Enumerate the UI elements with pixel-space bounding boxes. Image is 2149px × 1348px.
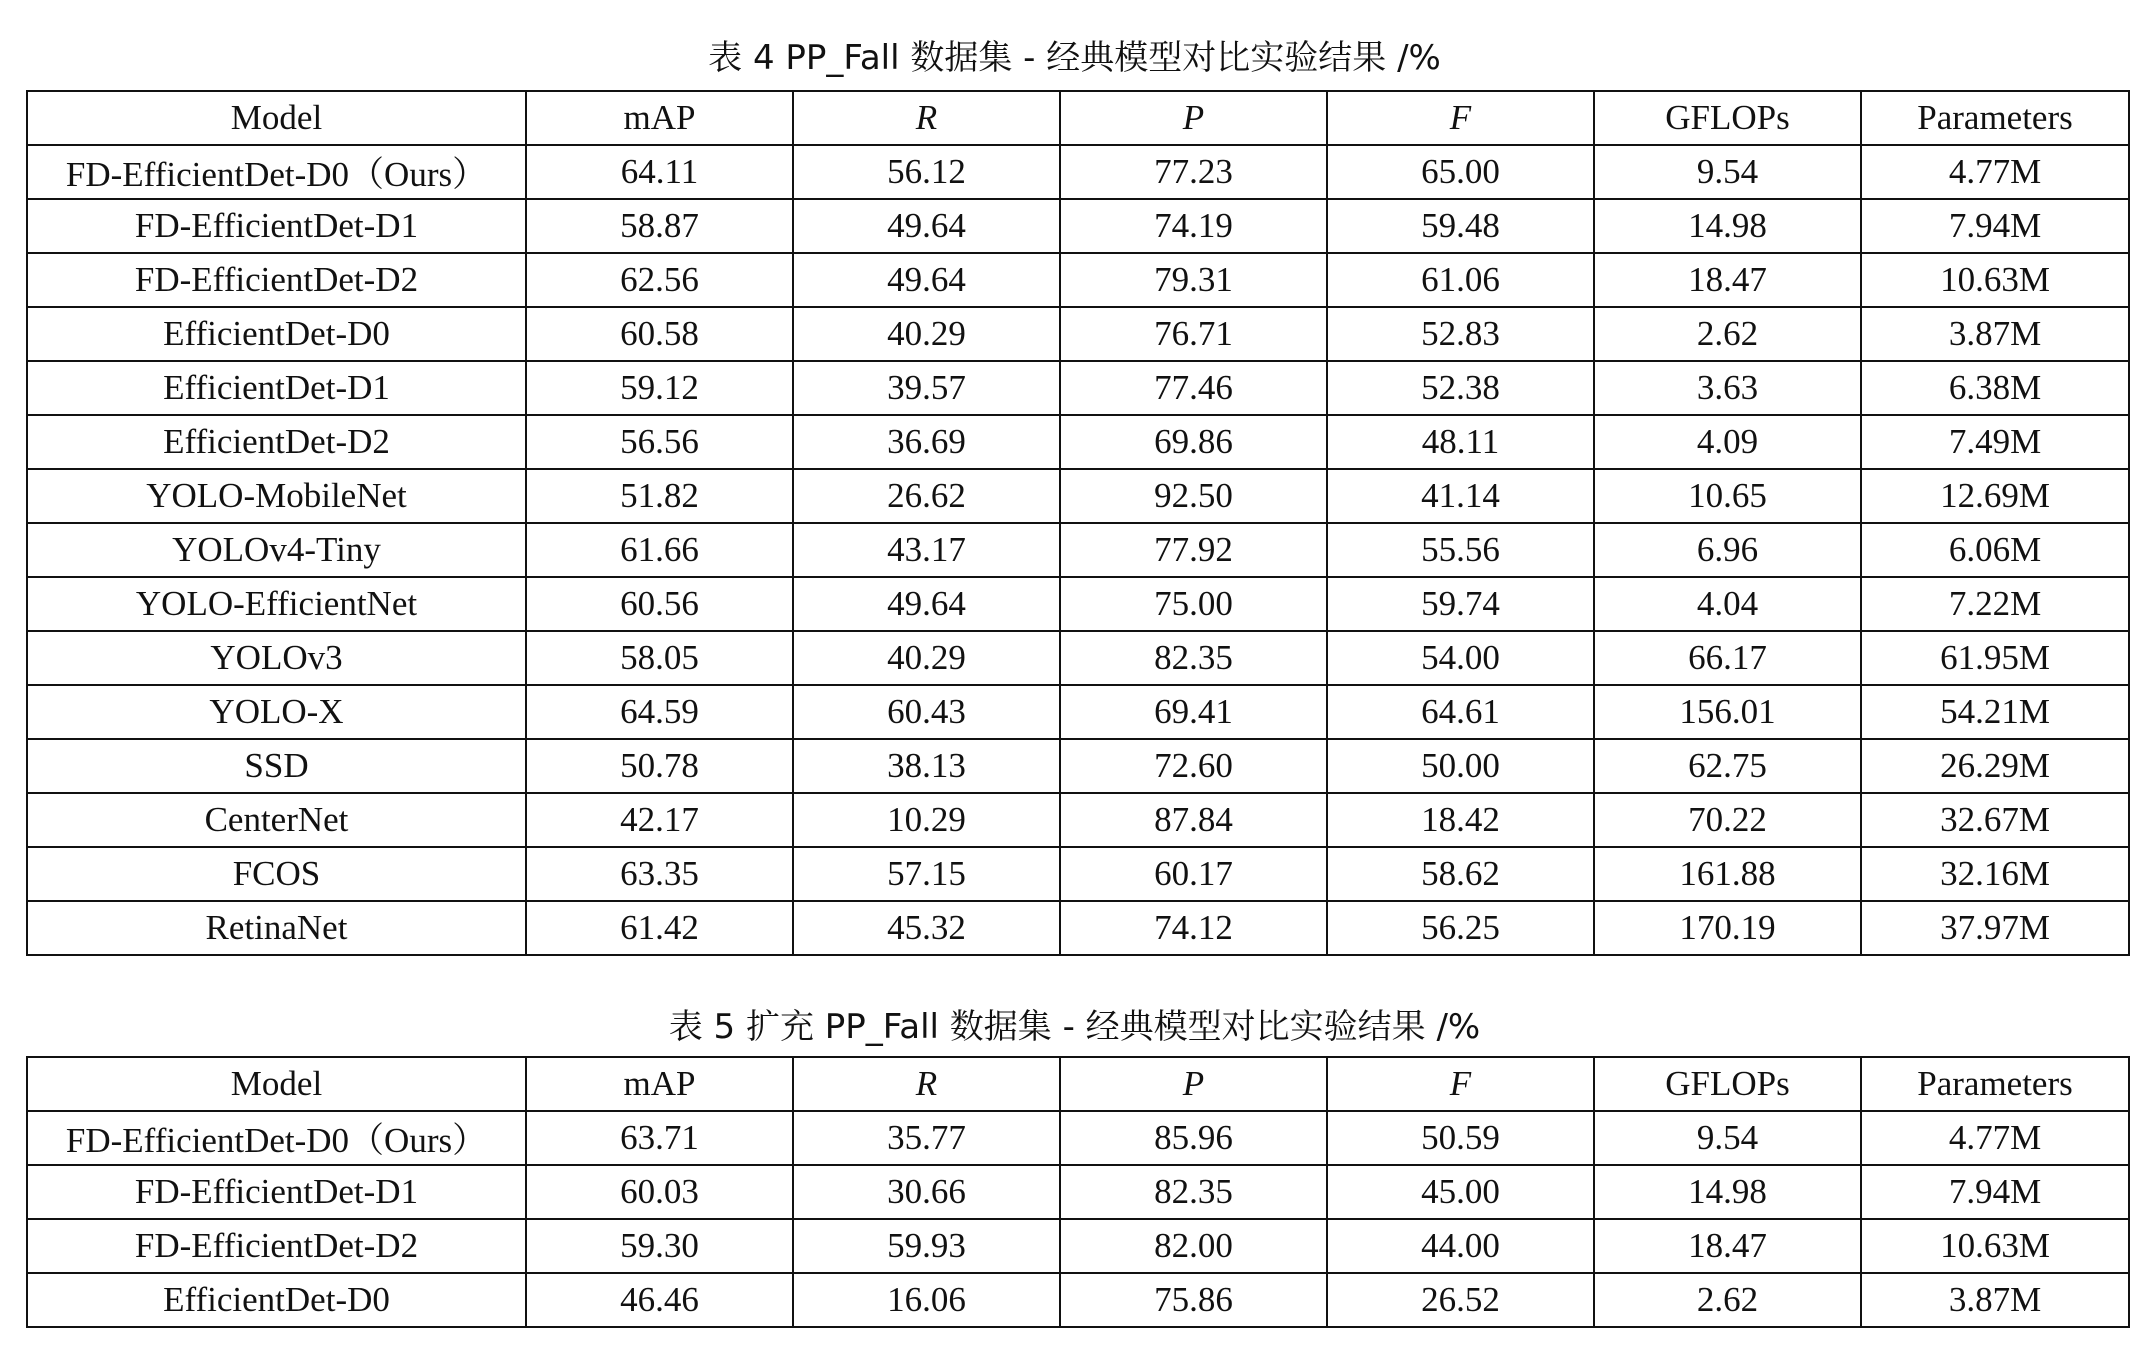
table-row — [27, 469, 2129, 523]
cell-f-score: 48.11 — [1327, 415, 1594, 469]
cell-model: FD-EfficientDet-D2 — [27, 1219, 526, 1273]
cell-f-score: 55.56 — [1327, 523, 1594, 577]
table-row — [27, 1165, 2129, 1219]
table-row — [27, 361, 2129, 415]
cell-recall: 45.32 — [793, 901, 1060, 955]
cell-recall: 56.12 — [793, 145, 1060, 199]
cell-parameters: 10.63M — [1861, 1219, 2129, 1273]
cell-gflops: 62.75 — [1594, 739, 1861, 793]
cell-parameters: 3.87M — [1861, 307, 2129, 361]
cell-precision: 87.84 — [1060, 793, 1327, 847]
cell-recall: 49.64 — [793, 199, 1060, 253]
cell-f-score: 59.74 — [1327, 577, 1594, 631]
cell-parameters: 7.94M — [1861, 1165, 2129, 1219]
cell-recall: 40.29 — [793, 307, 1060, 361]
cell-map: 59.12 — [526, 361, 793, 415]
cell-recall: 35.77 — [793, 1111, 1060, 1165]
cell-map: 58.87 — [526, 199, 793, 253]
cell-precision: 85.96 — [1060, 1111, 1327, 1165]
cell-parameters: 26.29M — [1861, 739, 2129, 793]
header-gflops: GFLOPs — [1594, 91, 1861, 145]
table-row — [27, 739, 2129, 793]
cell-model: FD-EfficientDet-D0（Ours） — [27, 1111, 526, 1165]
cell-model: EfficientDet-D0 — [27, 307, 526, 361]
cell-model: YOLOv3 — [27, 631, 526, 685]
cell-recall: 57.15 — [793, 847, 1060, 901]
cell-parameters: 6.38M — [1861, 361, 2129, 415]
cell-precision: 60.17 — [1060, 847, 1327, 901]
cell-f-score: 61.06 — [1327, 253, 1594, 307]
cell-gflops: 156.01 — [1594, 685, 1861, 739]
cell-recall: 49.64 — [793, 253, 1060, 307]
cell-map: 51.82 — [526, 469, 793, 523]
table-5 — [26, 1056, 2130, 1328]
table-header-row — [27, 1057, 2129, 1111]
cell-map: 61.66 — [526, 523, 793, 577]
cell-recall: 38.13 — [793, 739, 1060, 793]
cell-parameters: 7.22M — [1861, 577, 2129, 631]
cell-f-score: 50.59 — [1327, 1111, 1594, 1165]
cell-f-score: 56.25 — [1327, 901, 1594, 955]
cell-gflops: 9.54 — [1594, 145, 1861, 199]
table-row — [27, 307, 2129, 361]
header-map: mAP — [526, 91, 793, 145]
cell-map: 60.03 — [526, 1165, 793, 1219]
table-row — [27, 1219, 2129, 1273]
cell-parameters: 32.16M — [1861, 847, 2129, 901]
table-row — [27, 793, 2129, 847]
header-parameters: Parameters — [1861, 91, 2129, 145]
cell-precision: 74.12 — [1060, 901, 1327, 955]
cell-gflops: 14.98 — [1594, 1165, 1861, 1219]
cell-parameters: 7.49M — [1861, 415, 2129, 469]
header-parameters: Parameters — [1861, 1057, 2129, 1111]
cell-model: FD-EfficientDet-D1 — [27, 1165, 526, 1219]
cell-precision: 69.86 — [1060, 415, 1327, 469]
cell-map: 63.71 — [526, 1111, 793, 1165]
table-row — [27, 523, 2129, 577]
cell-parameters: 6.06M — [1861, 523, 2129, 577]
cell-map: 60.58 — [526, 307, 793, 361]
cell-f-score: 50.00 — [1327, 739, 1594, 793]
table-header-row — [27, 91, 2129, 145]
table-4 — [26, 90, 2130, 956]
table-row — [27, 253, 2129, 307]
cell-f-score: 65.00 — [1327, 145, 1594, 199]
cell-map: 64.59 — [526, 685, 793, 739]
table-row — [27, 415, 2129, 469]
header-model: Model — [27, 1057, 526, 1111]
cell-recall: 60.43 — [793, 685, 1060, 739]
cell-precision: 82.00 — [1060, 1219, 1327, 1273]
cell-recall: 59.93 — [793, 1219, 1060, 1273]
cell-precision: 74.19 — [1060, 199, 1327, 253]
cell-parameters: 3.87M — [1861, 1273, 2129, 1327]
cell-precision: 79.31 — [1060, 253, 1327, 307]
header-f-score: F — [1327, 1057, 1594, 1111]
cell-gflops: 14.98 — [1594, 199, 1861, 253]
cell-f-score: 58.62 — [1327, 847, 1594, 901]
cell-model: EfficientDet-D1 — [27, 361, 526, 415]
cell-precision: 77.92 — [1060, 523, 1327, 577]
header-map: mAP — [526, 1057, 793, 1111]
cell-model: EfficientDet-D2 — [27, 415, 526, 469]
cell-map: 61.42 — [526, 901, 793, 955]
table-5-caption: 表 5 扩充 PP_Fall 数据集 - 经典模型对比实验结果 /% — [668, 1007, 1481, 1047]
cell-recall: 10.29 — [793, 793, 1060, 847]
cell-gflops: 18.47 — [1594, 253, 1861, 307]
cell-parameters: 54.21M — [1861, 685, 2129, 739]
table-row — [27, 1273, 2129, 1327]
header-recall: R — [793, 91, 1060, 145]
cell-recall: 36.69 — [793, 415, 1060, 469]
cell-map: 42.17 — [526, 793, 793, 847]
header-gflops: GFLOPs — [1594, 1057, 1861, 1111]
cell-f-score: 59.48 — [1327, 199, 1594, 253]
cell-parameters: 4.77M — [1861, 145, 2129, 199]
cell-f-score: 52.38 — [1327, 361, 1594, 415]
cell-parameters: 4.77M — [1861, 1111, 2129, 1165]
table-row — [27, 847, 2129, 901]
header-precision: P — [1060, 91, 1327, 145]
cell-gflops: 170.19 — [1594, 901, 1861, 955]
cell-f-score: 64.61 — [1327, 685, 1594, 739]
cell-precision: 75.00 — [1060, 577, 1327, 631]
cell-recall: 40.29 — [793, 631, 1060, 685]
cell-precision: 72.60 — [1060, 739, 1327, 793]
cell-model: CenterNet — [27, 793, 526, 847]
cell-model: FCOS — [27, 847, 526, 901]
cell-gflops: 10.65 — [1594, 469, 1861, 523]
cell-map: 59.30 — [526, 1219, 793, 1273]
cell-recall: 39.57 — [793, 361, 1060, 415]
cell-gflops: 66.17 — [1594, 631, 1861, 685]
cell-model: YOLO-X — [27, 685, 526, 739]
cell-recall: 26.62 — [793, 469, 1060, 523]
cell-parameters: 37.97M — [1861, 901, 2129, 955]
cell-recall: 49.64 — [793, 577, 1060, 631]
header-recall: R — [793, 1057, 1060, 1111]
cell-gflops: 18.47 — [1594, 1219, 1861, 1273]
cell-f-score: 18.42 — [1327, 793, 1594, 847]
cell-f-score: 52.83 — [1327, 307, 1594, 361]
header-precision: P — [1060, 1057, 1327, 1111]
cell-parameters: 32.67M — [1861, 793, 2129, 847]
cell-gflops: 9.54 — [1594, 1111, 1861, 1165]
cell-model: FD-EfficientDet-D2 — [27, 253, 526, 307]
table-row — [27, 199, 2129, 253]
cell-gflops: 3.63 — [1594, 361, 1861, 415]
header-model: Model — [27, 91, 526, 145]
cell-precision: 77.23 — [1060, 145, 1327, 199]
cell-gflops: 70.22 — [1594, 793, 1861, 847]
cell-model: RetinaNet — [27, 901, 526, 955]
cell-map: 58.05 — [526, 631, 793, 685]
cell-map: 46.46 — [526, 1273, 793, 1327]
cell-gflops: 4.09 — [1594, 415, 1861, 469]
cell-model: YOLOv4-Tiny — [27, 523, 526, 577]
table-4-caption: 表 4 PP_Fall 数据集 - 经典模型对比实验结果 /% — [708, 38, 1441, 78]
cell-f-score: 45.00 — [1327, 1165, 1594, 1219]
table-row — [27, 145, 2129, 199]
cell-f-score: 41.14 — [1327, 469, 1594, 523]
cell-recall: 16.06 — [793, 1273, 1060, 1327]
cell-model: EfficientDet-D0 — [27, 1273, 526, 1327]
cell-precision: 82.35 — [1060, 1165, 1327, 1219]
cell-parameters: 61.95M — [1861, 631, 2129, 685]
cell-map: 64.11 — [526, 145, 793, 199]
cell-map: 56.56 — [526, 415, 793, 469]
cell-map: 60.56 — [526, 577, 793, 631]
cell-precision: 75.86 — [1060, 1273, 1327, 1327]
table-row — [27, 577, 2129, 631]
cell-f-score: 26.52 — [1327, 1273, 1594, 1327]
cell-precision: 76.71 — [1060, 307, 1327, 361]
cell-gflops: 2.62 — [1594, 307, 1861, 361]
cell-recall: 30.66 — [793, 1165, 1060, 1219]
table-row — [27, 631, 2129, 685]
cell-f-score: 44.00 — [1327, 1219, 1594, 1273]
cell-map: 62.56 — [526, 253, 793, 307]
cell-precision: 69.41 — [1060, 685, 1327, 739]
cell-gflops: 6.96 — [1594, 523, 1861, 577]
cell-map: 50.78 — [526, 739, 793, 793]
table-row — [27, 1111, 2129, 1165]
cell-model: YOLO-EfficientNet — [27, 577, 526, 631]
cell-model: FD-EfficientDet-D0（Ours） — [27, 145, 526, 199]
cell-f-score: 54.00 — [1327, 631, 1594, 685]
table-row — [27, 901, 2129, 955]
cell-gflops: 4.04 — [1594, 577, 1861, 631]
cell-model: YOLO-MobileNet — [27, 469, 526, 523]
cell-map: 63.35 — [526, 847, 793, 901]
cell-precision: 77.46 — [1060, 361, 1327, 415]
cell-gflops: 2.62 — [1594, 1273, 1861, 1327]
cell-model: SSD — [27, 739, 526, 793]
header-f-score: F — [1327, 91, 1594, 145]
cell-parameters: 7.94M — [1861, 199, 2129, 253]
table-row — [27, 685, 2129, 739]
cell-model: FD-EfficientDet-D1 — [27, 199, 526, 253]
cell-recall: 43.17 — [793, 523, 1060, 577]
cell-parameters: 12.69M — [1861, 469, 2129, 523]
cell-precision: 82.35 — [1060, 631, 1327, 685]
cell-gflops: 161.88 — [1594, 847, 1861, 901]
cell-precision: 92.50 — [1060, 469, 1327, 523]
cell-parameters: 10.63M — [1861, 253, 2129, 307]
